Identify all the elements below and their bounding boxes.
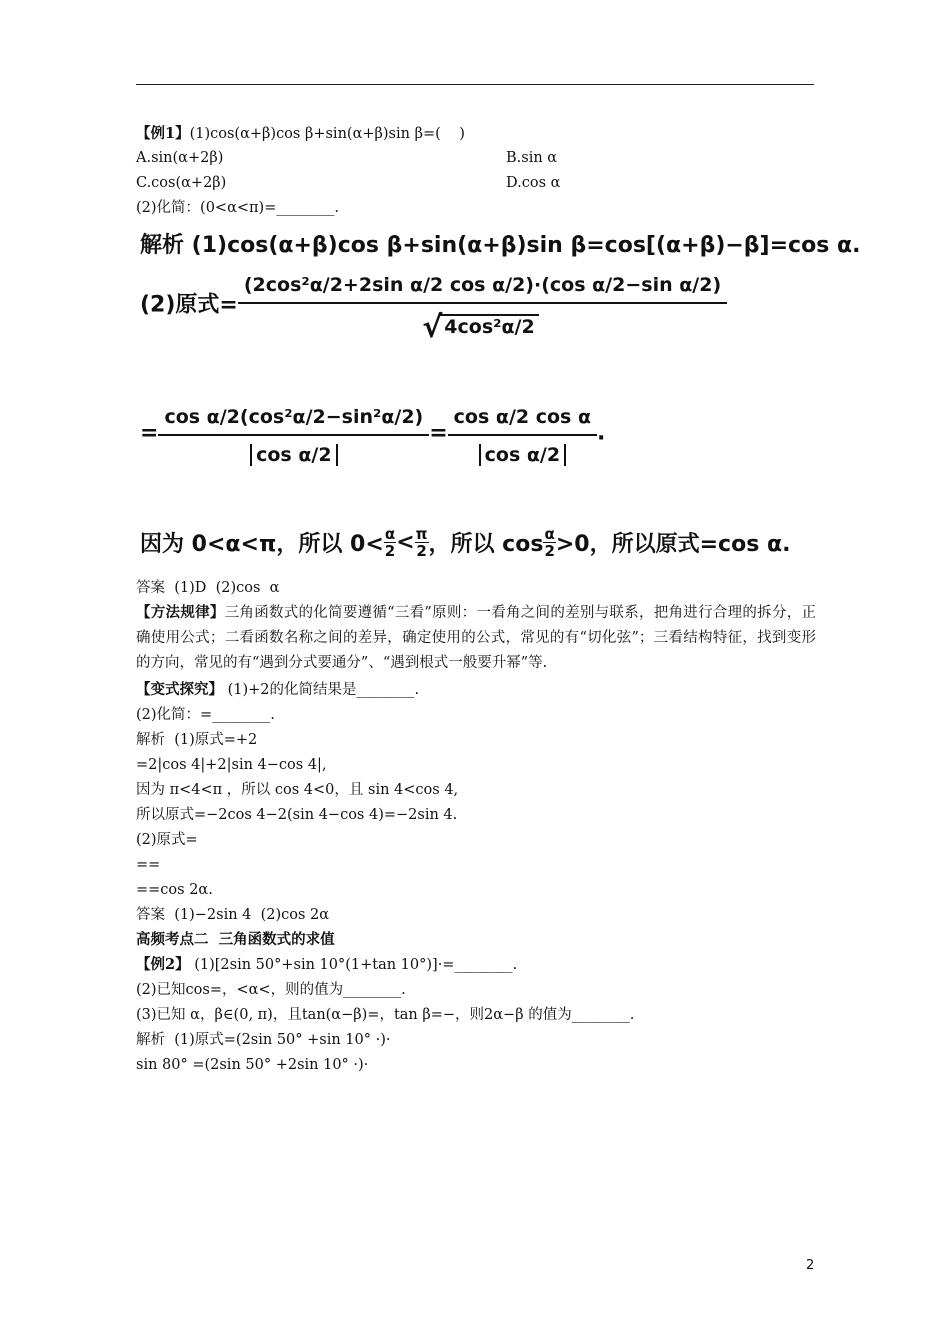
- solution-1-formula-3: = $\frac{\text{cos α/2(cos²α/2−sin²α/2)}}{\text{cos α/2}}$ = $\frac{\text{cos α/2 cos α}}{\text{cos α/2}}$ .: [140, 400, 605, 466]
- example-2-solution-line-1: 解析 (1)原式=(2sin 50° +sin 10° ·)·: [136, 1032, 391, 1048]
- method-rule-label: 【方法规律】: [136, 604, 225, 621]
- variant-solution-line-1: 解析 (1)原式=+2: [136, 732, 258, 748]
- answer-1: 答案 (1)D (2)cos α: [136, 580, 280, 596]
- solution-1-line-4: 因为 0<α<π，所以 0< $\frac{\alpha}{2}$ < $\frac{\pi}{2}$ ，所以 cos $\frac{\alpha}{2}$ >0，所以原式=cos α.: [140, 525, 791, 560]
- option-d: D.cos α: [506, 175, 561, 191]
- sqrt-symbol: √ 4cos²α/2: [440, 314, 538, 338]
- example-2-solution-line-2: sin 80° =(2sin 50° +2sin 10° ·)·: [136, 1057, 369, 1073]
- variant-solution-line-6: ==: [136, 857, 161, 873]
- example-2-question-2: (2)已知cos=，<α<，则的值为________.: [136, 982, 406, 998]
- abs-cos-half-alpha-2: cos α/2: [479, 444, 566, 466]
- variant-solution-line-3: 因为 π<4<π ，所以 cos 4<0，且 sin 4<cos 4,: [136, 782, 459, 798]
- formula-3-fraction-b: $\frac{\text{cos α/2 cos α}}{\text{cos α/2}}$: [448, 400, 597, 466]
- frac-alpha-over-2: $\frac{\alpha}{2}$: [384, 525, 396, 560]
- option-a: A.sin(α+2β): [136, 150, 224, 166]
- example-1-question-2: (2)化简：(0<α<π)=________.: [136, 200, 339, 216]
- frac-alpha-over-2-b: $\frac{\alpha}{2}$: [544, 525, 555, 560]
- abs-cos-half-alpha: cos α/2: [250, 444, 337, 466]
- frac-pi-over-2: $\frac{\pi}{2}$: [415, 525, 428, 560]
- variant-question-1: 【变式探究】 (1)+2的化简结果是________.: [136, 681, 420, 698]
- example-1-options-row-2: [136, 173, 561, 193]
- variant-solution-line-2: =2|cos 4|+2|sin 4−cos 4|,: [136, 757, 327, 773]
- variant-solution-line-5: (2)原式=: [136, 832, 198, 848]
- variant-question-2: (2)化简：=________.: [136, 707, 275, 723]
- variant-solution-line-7: ==cos 2α.: [136, 882, 213, 898]
- variant-solution-line-4: 所以原式=−2cos 4−2(sin 4−cos 4)=−2sin 4.: [136, 807, 458, 823]
- example-2-question-1: 【例2】 (1)[2sin 50°+sin 10°(1+tan 10°)]·=________.: [136, 956, 518, 973]
- page-number: 2: [806, 1258, 815, 1273]
- method-rule-paragraph: 【方法规律】三角函数式的化简要遵循“三看”原则：一看角之间的差别与联系，把角进行合理的拆分，正确使用公式；二看函数名称之间的差异，确定使用的公式，常见的有“切化弦”；三看结构特征，找到变形的方向，常见的有“遇到分式要通分”、“遇到根式一般要升幂”等.: [136, 604, 816, 671]
- formula-2-fraction: (2cos²α/2+2sin α/2 cos α/2)·(cos α/2−sin α/2) √ 4cos²α/2: [238, 268, 727, 338]
- variant-label: 【变式探究】: [136, 681, 223, 698]
- option-b: B.sin α: [506, 150, 558, 166]
- header-rule: [136, 84, 814, 85]
- option-c: C.cos(α+2β): [136, 175, 227, 191]
- formula-3-fraction-a: $\frac{\text{cos α/2(cos²α/2−sin²α/2)}}{\text{cos α/2}}$: [158, 400, 429, 466]
- example-2-label: 【例2】: [136, 956, 190, 973]
- variant-answer: 答案 (1)−2sin 4 (2)cos 2α: [136, 907, 330, 923]
- solution-1-formula-2: (2)原式= (2cos²α/2+2sin α/2 cos α/2)·(cos α/2−sin α/2) √ 4cos²α/2: [140, 268, 727, 338]
- example-2-question-3: (3)已知 α，β∈(0, π)，且tan(α−β)=，tan β=−，则2α−β 的值为________.: [136, 1007, 635, 1023]
- section-heading: 高频考点二 三角函数式的求值: [136, 931, 335, 948]
- example-1-options-row-1: [136, 148, 558, 168]
- example-1-question-1: 【例1】(1)cos(α+β)cos β+sin(α+β)sin β=( ): [136, 125, 465, 142]
- example-1-label: 【例1】: [136, 125, 190, 142]
- solution-1-line-1: 解析 (1)cos(α+β)cos β+sin(α+β)sin β=cos[(α+β)−β]=cos α.: [140, 233, 861, 258]
